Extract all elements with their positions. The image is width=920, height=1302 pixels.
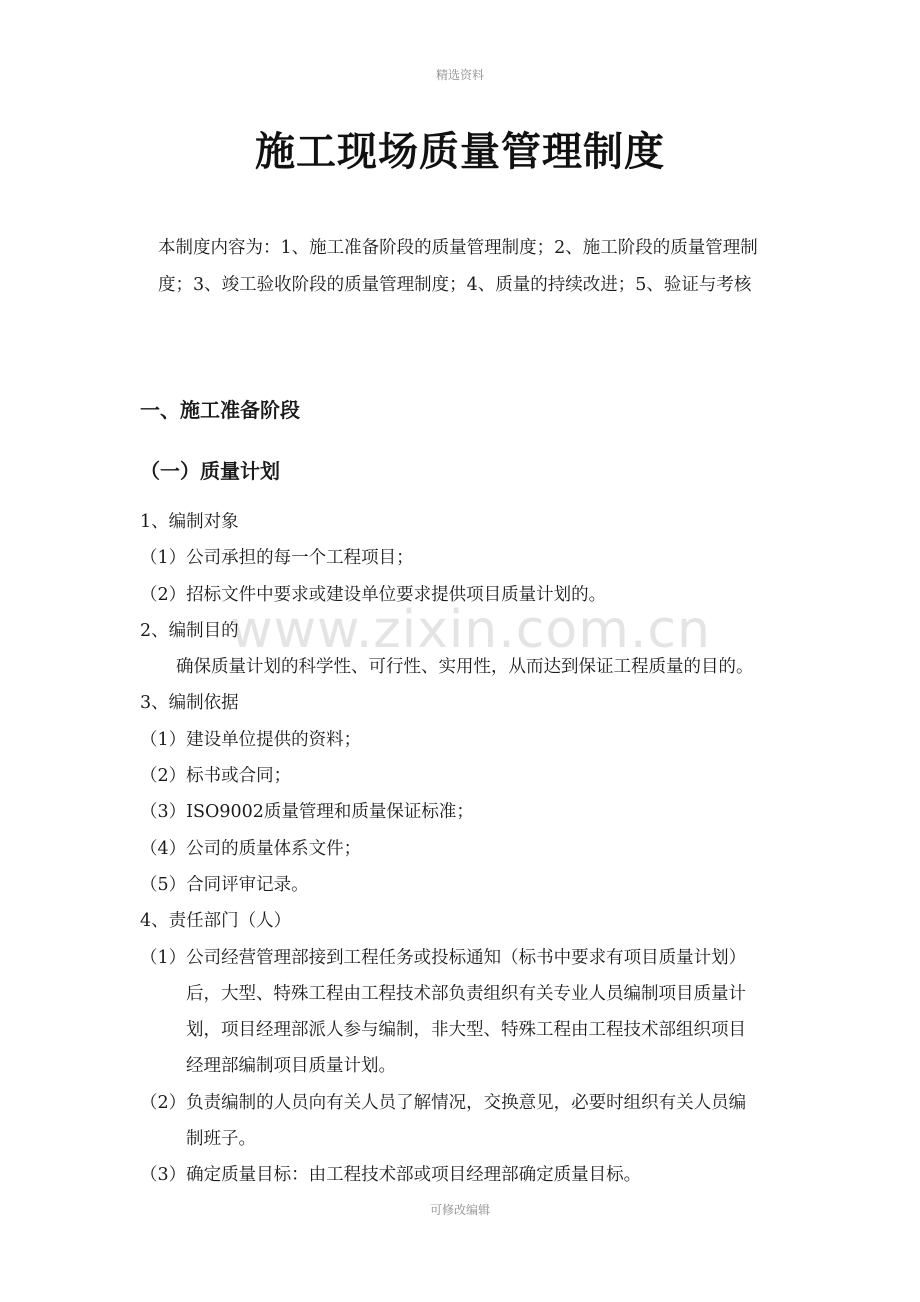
list-item: 1、编制对象 — [140, 512, 239, 532]
list-item: 经理部编制项目质量计划。 — [186, 1056, 396, 1077]
intro-paragraph: 本制度内容为：1、施工准备阶段的质量管理制度；2、施工阶段的质量管理制度；3、竣工验收阶段的质量管理制度；4、质量的持续改进；5、验证与考核 — [158, 238, 758, 295]
list-item: 4、责任部门（人） — [140, 911, 292, 932]
list-item: 划，项目经理部派人参与编制，非大型、特殊工程由工程技术部组织项目 — [186, 1020, 746, 1041]
section-heading: 一、施工准备阶段 — [140, 398, 300, 422]
list-item: 后，大型、特殊工程由工程技术部负责组织有关专业人员编制项目质量计 — [186, 983, 746, 1004]
list-item: （3）确定质量目标：由工程技术部或项目经理部确定质量目标。 — [140, 1165, 642, 1186]
list-item: 2、编制目的 — [140, 620, 239, 641]
body-text — [140, 504, 790, 1194]
list-item: 3、编制依据 — [140, 693, 239, 714]
list-item: （2）招标文件中要求或建设单位要求提供项目质量计划的。 — [140, 584, 607, 605]
page-header: 精选资料 — [435, 68, 484, 82]
list-item: （2）负责编制的人员向有关人员了解情况，交换意见，必要时组织有关人员编 — [140, 1092, 747, 1113]
list-item: （5）合同评审记录。 — [140, 874, 309, 895]
document-title: 施工现场质量管理制度 — [255, 128, 665, 175]
subsection-heading: （一）质量计划 — [140, 459, 280, 483]
list-item: （3）ISO9002质量管理和质量保证标准； — [140, 802, 474, 823]
list-item: （4）公司的质量体系文件； — [140, 838, 362, 859]
list-item: （1）公司经营管理部接到工程任务或投标通知（标书中要求有项目质量计划） — [140, 947, 747, 968]
list-item: 确保质量计划的科学性、可行性、实用性，从而达到保证工程质量的目的。 — [176, 657, 754, 678]
list-item: （2）标书或合同； — [140, 766, 292, 787]
watermark-text: www.zixin.com.cn — [230, 600, 711, 660]
list-item: 制班子。 — [186, 1129, 256, 1150]
page-footer: 可修改编辑 — [429, 1203, 490, 1217]
list-item: （1）建设单位提供的资料； — [140, 729, 362, 750]
list-item: （1）公司承担的每一个工程项目； — [140, 548, 414, 569]
